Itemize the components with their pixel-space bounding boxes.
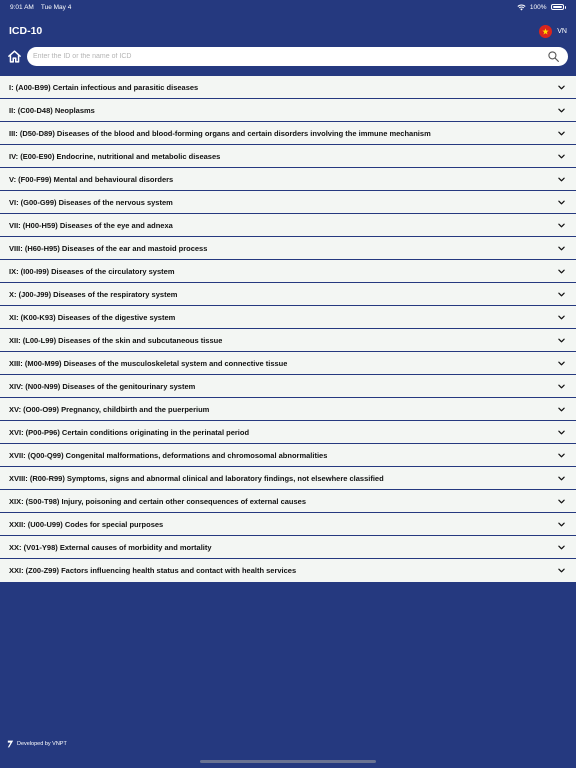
home-indicator[interactable] [200,760,376,763]
app-title: ICD-10 [9,25,43,37]
app-header [0,20,576,42]
chapter-row[interactable] [0,214,576,237]
chapter-row[interactable] [0,490,576,513]
chapter-label: XVIII: (R00-R99) Symptoms, signs and abnormal clinical and laboratory findings, not elsewhere classified [9,473,384,483]
chapter-label: XI: (K00-K93) Diseases of the digestive system [9,312,176,322]
chevron-down-icon[interactable] [557,152,566,161]
chapter-label: II: (C00-D48) Neoplasms [9,105,95,115]
chevron-down-icon[interactable] [557,129,566,138]
chapter-row[interactable] [0,375,576,398]
chapter-label: XX: (V01-Y98) External causes of morbidity and mortality [9,542,212,552]
chapter-row[interactable] [0,99,576,122]
chapter-label: IX: (I00-I99) Diseases of the circulatory system [9,266,175,276]
chapter-label: XII: (L00-L99) Diseases of the skin and subcutaneous tissue [9,335,223,345]
chapter-label: XIII: (M00-M99) Diseases of the musculoskeletal system and connective tissue [9,358,288,368]
chevron-down-icon[interactable] [557,520,566,529]
chapter-label: I: (A00-B99) Certain infectious and parasitic diseases [9,82,199,92]
chapter-label: XIX: (S00-T98) Injury, poisoning and certain other consequences of external causes [9,496,307,506]
home-button[interactable] [7,49,22,64]
chevron-down-icon[interactable] [557,543,566,552]
chapter-label: XVII: (Q00-Q99) Congenital malformations, deformations and chromosomal abnormalities [9,450,328,460]
chapter-row[interactable] [0,559,576,582]
chapter-row[interactable] [0,421,576,444]
chapter-label: III: (D50-D89) Diseases of the blood and blood-forming organs and certain disorders involving the immune mechanism [9,128,431,138]
chevron-down-icon[interactable] [557,336,566,345]
language-switch[interactable] [539,25,567,38]
chapter-label: XXII: (U00-U99) Codes for special purposes [9,519,164,529]
chapter-row[interactable] [0,237,576,260]
home-icon [7,49,22,64]
search-icon[interactable] [547,50,560,63]
chapter-row[interactable] [0,260,576,283]
chevron-down-icon[interactable] [557,198,566,207]
chevron-down-icon[interactable] [557,497,566,506]
chevron-down-icon[interactable] [557,359,566,368]
chevron-down-icon[interactable] [557,106,566,115]
chapter-label: XV: (O00-O99) Pregnancy, childbirth and the puerperium [9,404,210,414]
status-bar [0,0,576,14]
chapter-label: V: (F00-F99) Mental and behavioural disorders [9,174,174,184]
battery-percent: 100% [529,3,547,11]
chevron-down-icon[interactable] [557,451,566,460]
chapter-list [0,76,576,582]
chevron-down-icon[interactable] [557,290,566,299]
chapter-row[interactable] [0,306,576,329]
chevron-down-icon[interactable] [557,221,566,230]
chapter-label: XIV: (N00-N99) Diseases of the genitourinary system [9,381,196,391]
battery-tip [565,6,567,9]
battery-icon [551,4,564,10]
chevron-down-icon[interactable] [557,428,566,437]
footer-text: Developed by VNPT [17,741,67,747]
chapter-row[interactable] [0,145,576,168]
search-box[interactable] [27,47,568,66]
search-input[interactable] [33,53,547,60]
language-code: VN [557,27,567,35]
search-row [0,45,576,67]
chevron-down-icon[interactable] [557,175,566,184]
chapter-row[interactable] [0,283,576,306]
chevron-down-icon[interactable] [557,313,566,322]
vnpt-logo-icon [7,740,14,748]
chapter-label: VIII: (H60-H95) Diseases of the ear and mastoid process [9,243,208,253]
chapter-row[interactable] [0,329,576,352]
chapter-row[interactable] [0,398,576,421]
chevron-down-icon[interactable] [557,405,566,414]
chapter-row[interactable] [0,168,576,191]
status-date: Tue May 4 [40,3,72,11]
chevron-down-icon[interactable] [557,474,566,483]
chapter-row[interactable] [0,467,576,490]
chapter-row[interactable] [0,352,576,375]
chapter-label: VII: (H00-H59) Diseases of the eye and adnexa [9,220,173,230]
chapter-label: XXI: (Z00-Z99) Factors influencing health status and contact with health services [9,566,297,575]
status-time: 9:01 AM [10,3,34,11]
chapter-label: XVI: (P00-P96) Certain conditions originating in the perinatal period [9,427,250,437]
chapter-row[interactable] [0,513,576,536]
chapter-label: X: (J00-J99) Diseases of the respiratory system [9,289,178,299]
chapter-row[interactable] [0,122,576,145]
chevron-down-icon[interactable] [557,83,566,92]
chapter-row[interactable] [0,444,576,467]
chevron-down-icon[interactable] [557,382,566,391]
chevron-down-icon[interactable] [557,267,566,276]
footer [7,740,67,748]
chevron-down-icon[interactable] [557,244,566,253]
chevron-down-icon[interactable] [557,566,566,575]
chapter-row[interactable] [0,191,576,214]
chapter-label: IV: (E00-E90) Endocrine, nutritional and metabolic diseases [9,151,221,161]
vietnam-flag-icon [539,25,552,38]
wifi-icon [517,4,526,11]
chapter-row[interactable] [0,76,576,99]
chapter-row[interactable] [0,536,576,559]
chapter-label: VI: (G00-G99) Diseases of the nervous system [9,197,173,207]
